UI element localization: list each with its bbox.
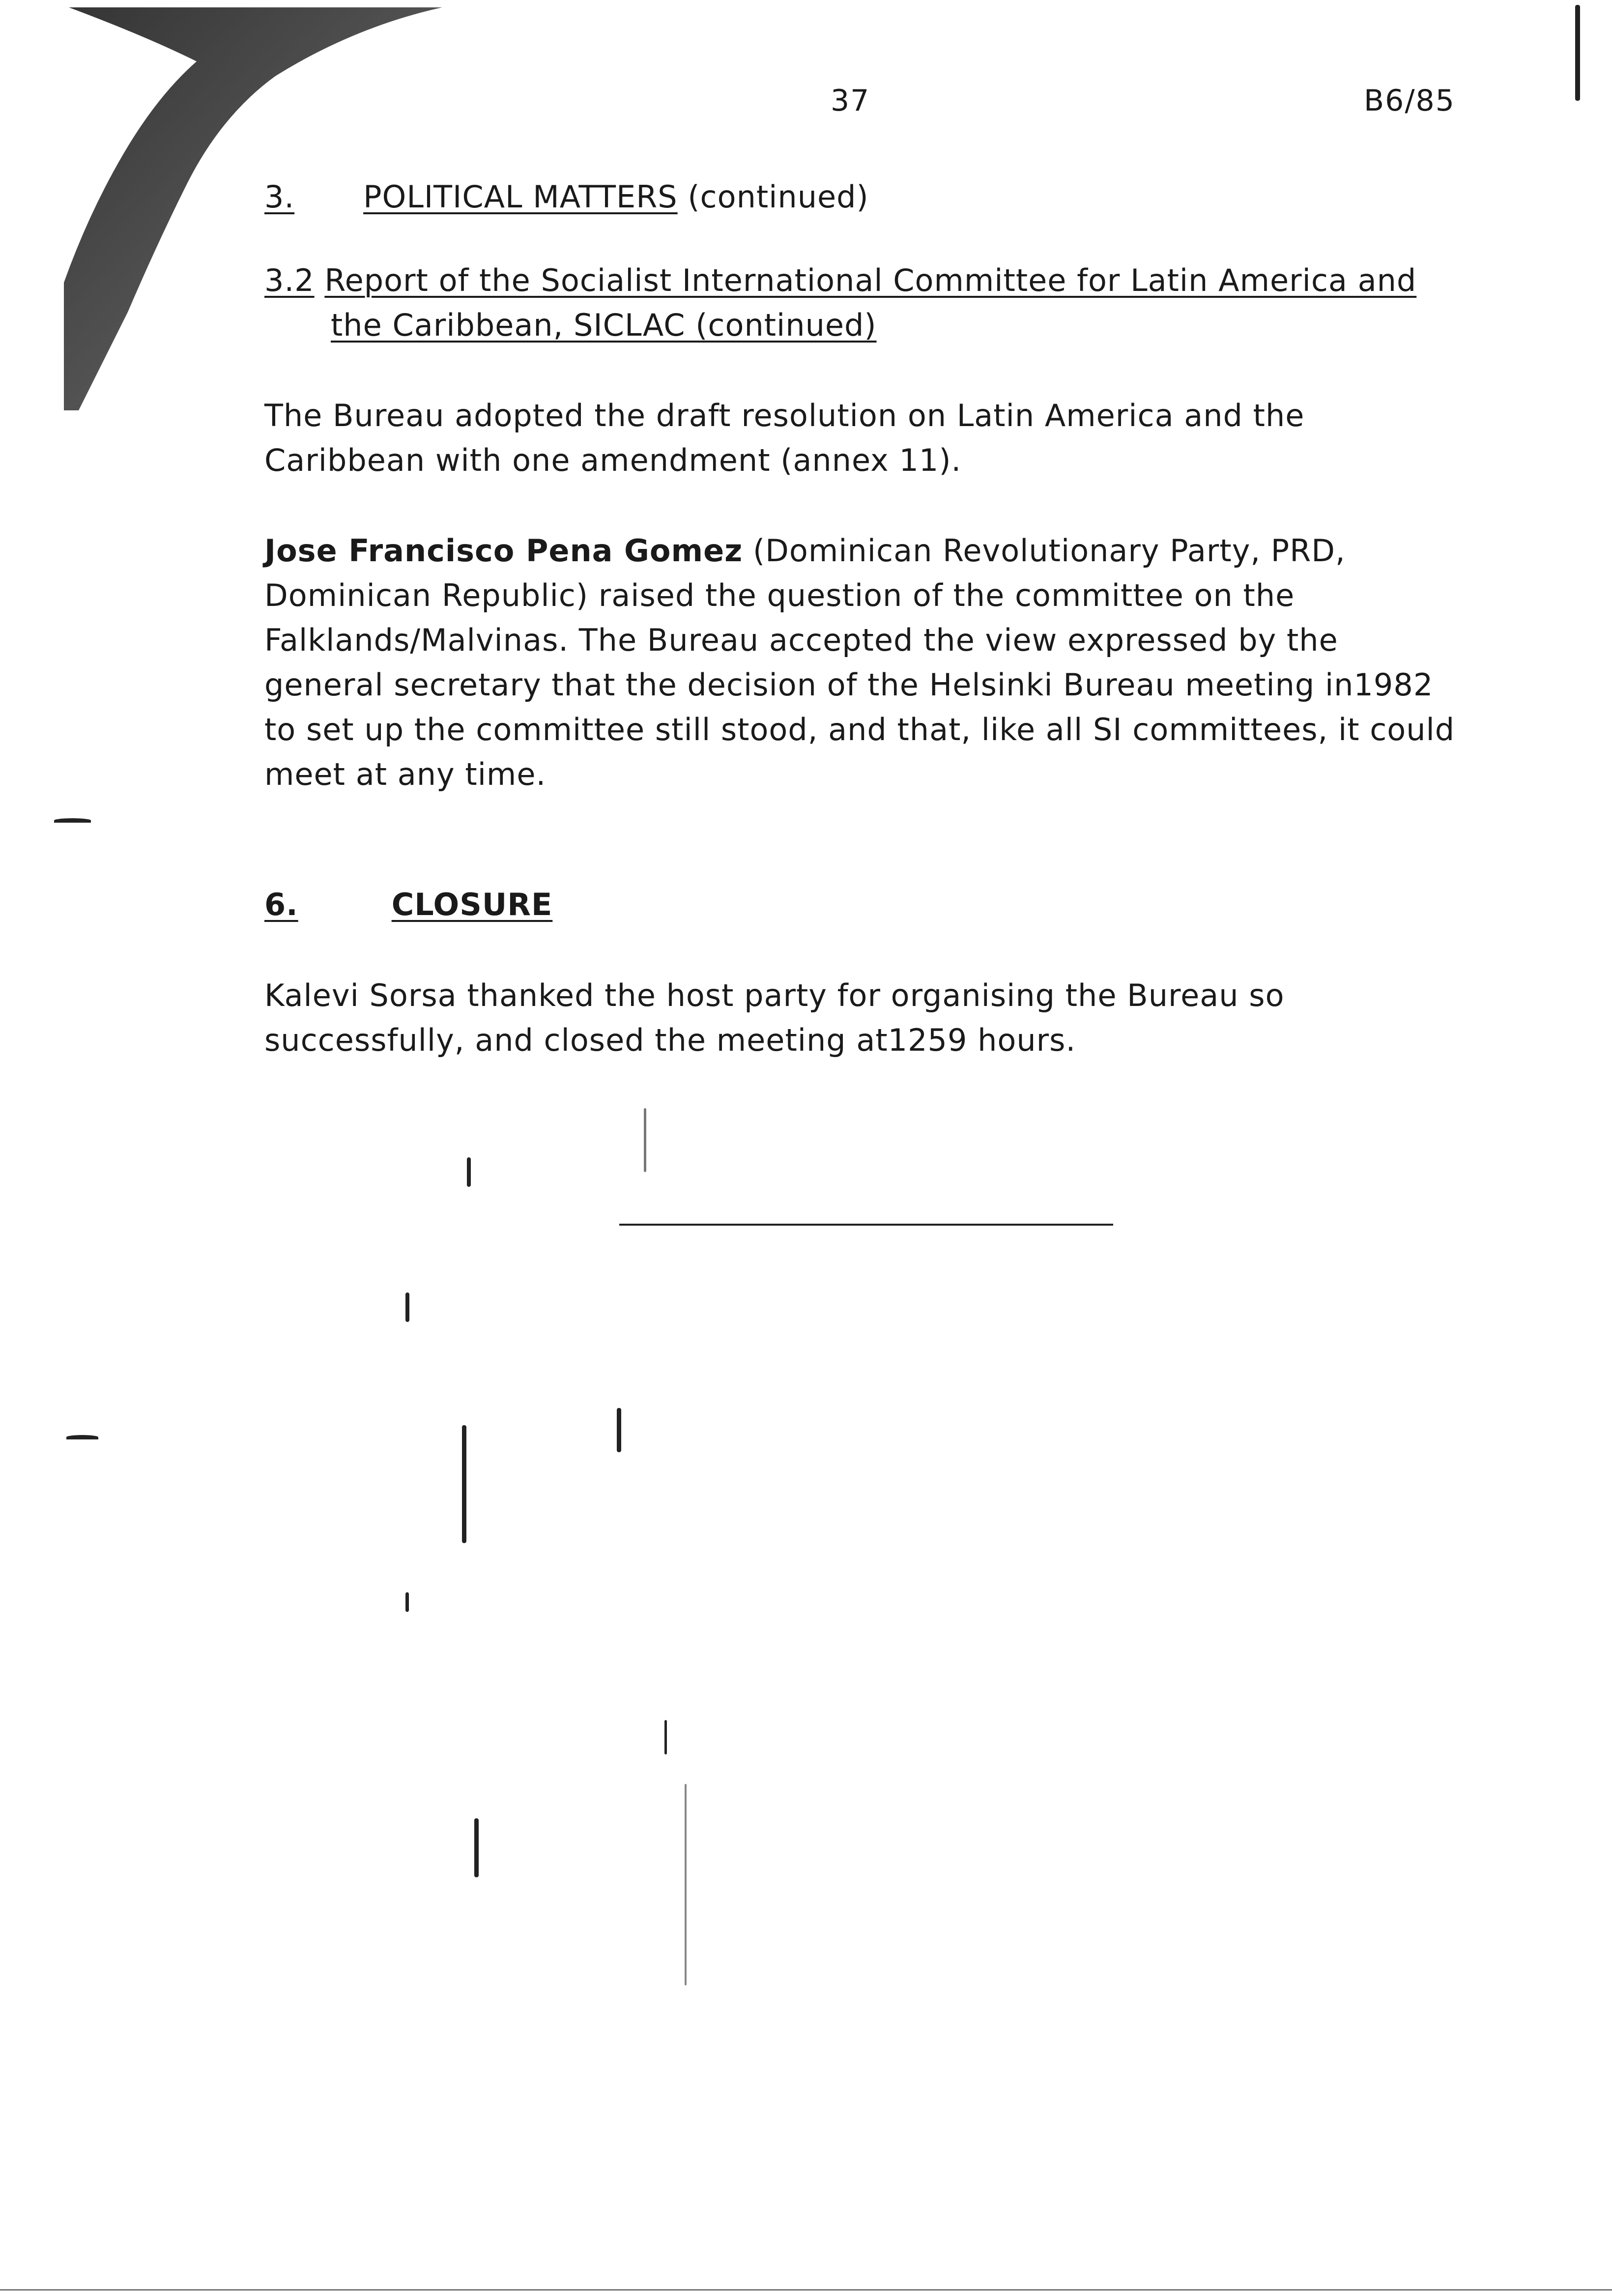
scan-mark: [685, 1784, 687, 1985]
scan-bottom-edge: [0, 2289, 1612, 2291]
scan-mark: [467, 1157, 471, 1187]
scan-mark: [644, 1108, 646, 1172]
scan-mark-left: [54, 818, 91, 823]
scan-mark-left: [66, 1435, 98, 1439]
page-number: 37: [831, 84, 870, 118]
paragraph-resolution: The Bureau adopted the draft resolution on Latin America and the Caribbean with one amendment (annex 11).: [264, 398, 1305, 478]
scan-mark: [664, 1720, 667, 1754]
section-3-title: POLITICAL MATTERS: [363, 179, 678, 215]
section-3-2-number: 3.2: [264, 262, 315, 298]
section-6-heading: [264, 882, 1459, 927]
section-3-suffix: (continued): [688, 179, 869, 215]
scan-mark: [462, 1425, 466, 1543]
paragraph-closure: Kalevi Sorsa thanked the host party for organising the Bureau so successfully, and closed the meeting at1259 hours.: [264, 977, 1285, 1058]
scan-mark: [474, 1818, 479, 1877]
signature-line: [619, 1224, 1113, 1226]
scan-mark: [617, 1408, 621, 1452]
section-3-2-title-line1: Report of the Socialist International Committee for Latin America and: [324, 262, 1417, 298]
section-3-number: 3.: [264, 179, 295, 215]
section-6-number: 6.: [264, 887, 298, 922]
section-6-title: CLOSURE: [391, 887, 553, 922]
section-3-2-heading: [264, 258, 1459, 347]
section-3-heading: [264, 174, 1459, 219]
scan-mark-top-right: [1575, 5, 1580, 101]
document-code: B6/85: [1364, 84, 1455, 118]
section-3-2-title-line2: the Caribbean, SICLAC (continued): [331, 307, 877, 343]
paragraph-falklands: [264, 528, 1459, 797]
paragraph-falklands-text: (Dominican Revolutionary Party, PRD, Dominican Republic) raised the question of the committee on the Falklands/Malvinas. The Bureau accepted the view expressed by the general secretary that the decision of the Helsinki Bureau meeting in1982 to set up the committee still stood, and that, like all SI committees, it could meet at any time.: [264, 533, 1455, 792]
scan-mark: [405, 1592, 409, 1612]
scan-mark: [405, 1292, 409, 1322]
speaker-name: Jose Francisco Pena Gomez: [264, 533, 743, 569]
